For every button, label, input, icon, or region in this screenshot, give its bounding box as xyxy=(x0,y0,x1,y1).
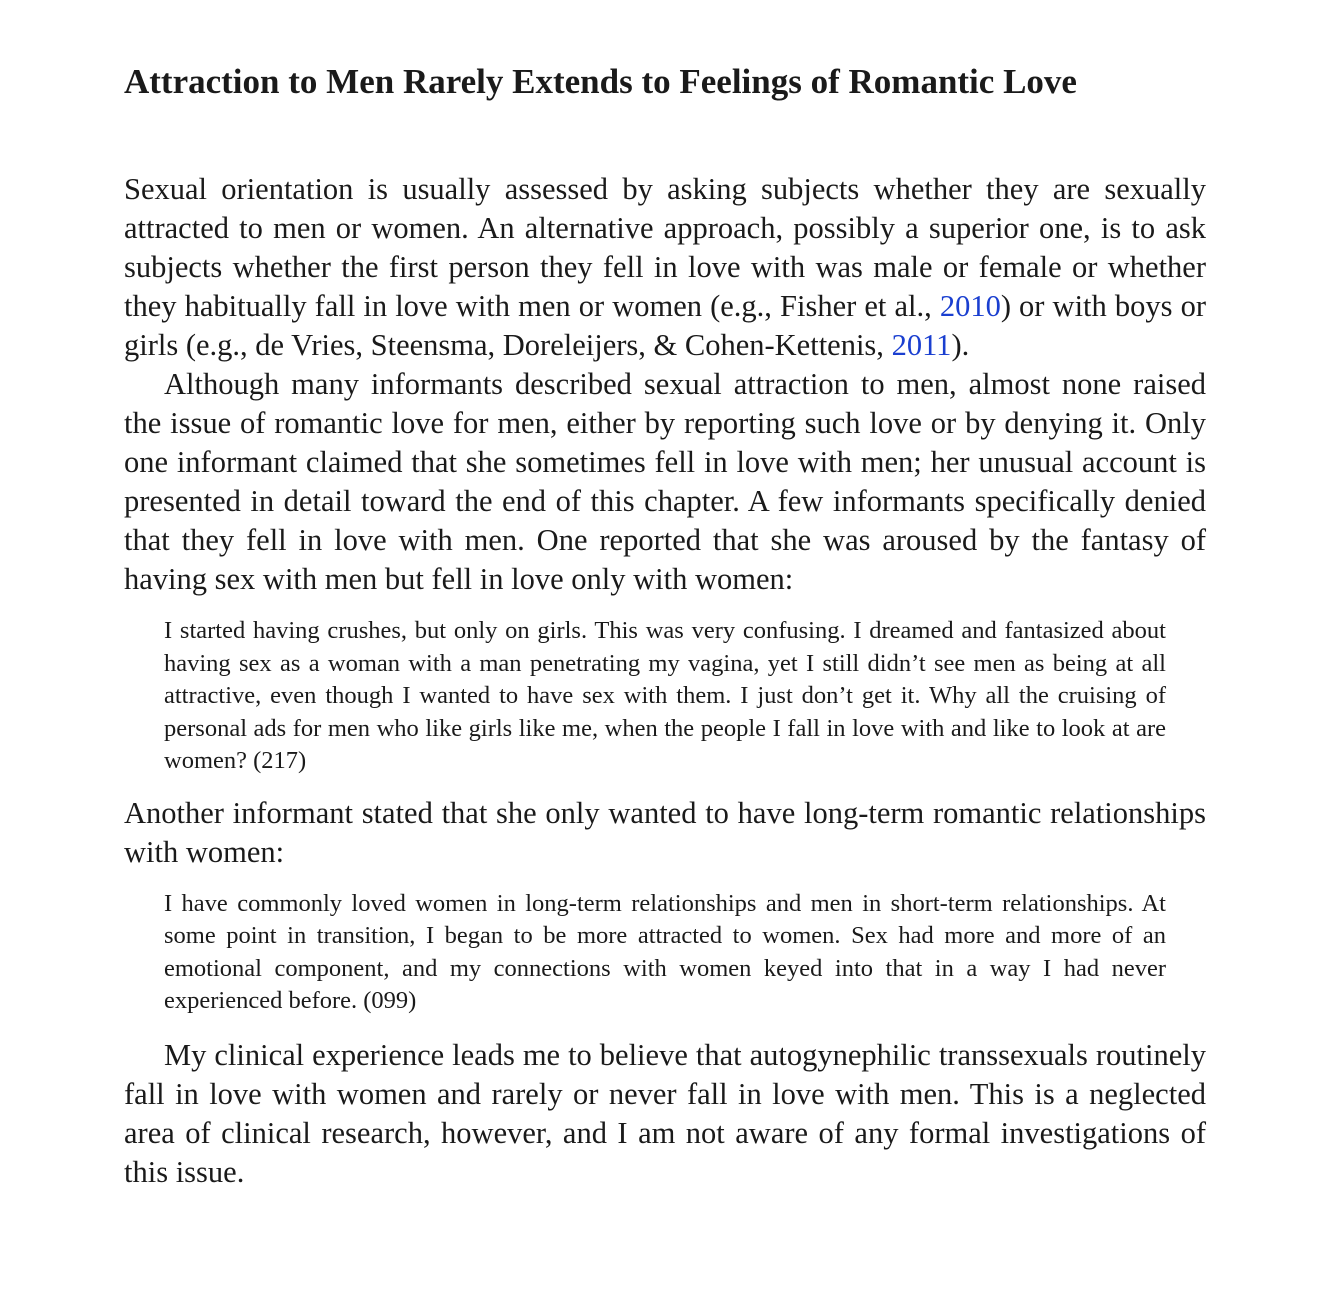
paragraph-text: ). xyxy=(951,328,970,362)
paragraph-orientation-assessment xyxy=(124,170,1206,365)
citation-link-fisher-2010[interactable]: 2010 xyxy=(939,289,1001,323)
citation-link-de-vries-2011[interactable]: 2011 xyxy=(891,328,952,362)
paragraph-romantic-love: Although many informants described sexual attraction to men, almost none raised the issue of romantic love for men, either by reporting such love or by denying it. Only one informant claimed that she sometimes fell in love with men; her unusual account is presented in detail toward the end of this chapter. A few informants specifically denied that they fell in love with men. One reported that she was aroused by the fantasy of having sex with men but fell in love only with women: xyxy=(124,367,1206,596)
paragraph-text: Sexual orientation is usually assessed by asking subjects whether they are sexually attracted to men or women. An alternative approach, possibly a superior one, is to ask subjects whether the first person they fell in love with was male or female or whether they habitually fall in love with men or women (e.g., Fisher et al., xyxy=(124,172,1206,323)
section-heading: Attraction to Men Rarely Extends to Feelings of Romantic Love xyxy=(124,62,1077,101)
paragraph-long-term-relationships: Another informant stated that she only wanted to have long-term romantic relationships with women: xyxy=(124,795,1206,869)
block-quote-217: I started having crushes, but only on girls. This was very confusing. I dreamed and fantasized about having sex as a woman with a man penetrating my vagina, yet I still didn’t see men as being at all attractive, even though I wanted to have sex with them. I just don’t get it. Why all the cruising of personal ads for men who like girls like me, when the people I fall in love with and like to look at are women? (217) xyxy=(164,617,1166,774)
document-page xyxy=(124,60,1206,1192)
paragraph-text: ) or with boys or girls (e.g., de Vries, Steensma, Doreleijers, & Cohen-Kettenis, xyxy=(124,289,1206,362)
paragraph-clinical-experience: My clinical experience leads me to believe that autogynephilic transsexuals routinely fall in love with women and rarely or never fall in love with men. This is a neglected area of clinical research, however, and I am not aware of any formal investigations of this issue. xyxy=(124,1037,1206,1189)
block-quote-099: I have commonly loved women in long-term relationships and men in short-term relationships. At some point in transition, I began to be more attracted to women. Sex had more and more of an emotional component, and my connections with women keyed into that in a way I had never experienced before. (099) xyxy=(164,889,1166,1014)
